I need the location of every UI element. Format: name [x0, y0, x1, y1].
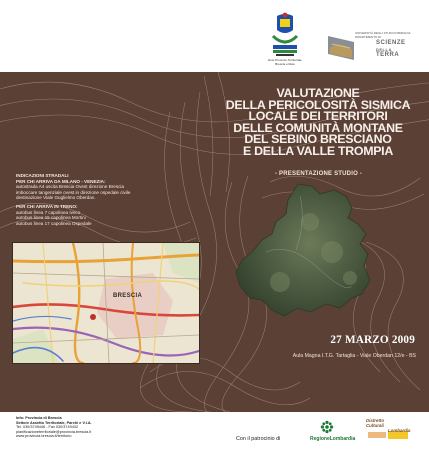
patronage-label: Con il patrocinio di [236, 436, 281, 442]
event-venue: Aula Magna I.T.G. Tartaglia - Viale Oberdan 12/e - BS [292, 353, 416, 359]
department-word-3: TERRA [376, 52, 400, 58]
title-line-5: DEL SEBINO BRESCIANO [244, 132, 392, 146]
university-department [376, 40, 406, 59]
train-line: autobus linea 15 capolinea Mortini [16, 215, 86, 221]
directions-block [16, 173, 226, 226]
street-map-drawing [13, 243, 199, 363]
car-line: imboccare tangenziale ovest in direzione ospedale civile [16, 189, 131, 195]
event-subtitle: - PRESENTAZIONE STUDIO - [274, 171, 363, 177]
contact-email[interactable]: pianificazioneterritoriale@provincia.brescia.it [16, 429, 92, 434]
city-label: BRESCIA [113, 293, 143, 299]
car-line: autostrada A4 uscita Brescia Ovest direzione Brescia [16, 184, 125, 190]
title-line-3: LOCALE DEI TERRITORI [248, 109, 388, 123]
contact-phone: Tel. 030/3749446 - Fax 030/3749432 [16, 425, 79, 430]
lombardia-region-label: RegioneLombardia [310, 436, 356, 442]
contact-info [16, 416, 186, 439]
distretti-word-1: Distretto [366, 418, 385, 423]
event-title [218, 88, 418, 157]
contact-website[interactable]: www.provincia.brescia.it/territorio [16, 434, 72, 439]
train-heading: PER CHI ARRIVA IN TRENO: [16, 203, 78, 209]
street-map [12, 242, 200, 364]
title-line-6: E DELLA VALLE TROMPIA [243, 143, 393, 158]
main-band [0, 72, 429, 412]
title-line-4: DELLE COMUNITÀ MONTANE [233, 120, 403, 135]
department-word-2: DELLA [376, 47, 392, 52]
train-line: autobus linea 17 capolinea Ospedale [16, 220, 92, 226]
header-band [0, 0, 429, 72]
university-line-1: UNIVERSITÀ DEGLI STUDI DI BRESCIA [355, 31, 411, 35]
lombardia-rose-icon [320, 420, 334, 434]
distretti-culturali-label [366, 418, 412, 433]
distretti-word-3: Lombardia [388, 428, 411, 433]
province-logo-caption [258, 58, 312, 66]
train-line: autobus linea 7 capolinea Iveco [16, 209, 81, 215]
directions-heading: INDICAZIONI STRADALI [16, 173, 69, 178]
title-line-2: DELLA PERICOLOSITÀ SISMICA [225, 97, 411, 112]
department-word-1: SCIENZE [376, 40, 406, 46]
event-date: 27 MARZO 2009 [330, 334, 415, 346]
university-text [355, 31, 415, 39]
province-crest-icon [268, 12, 302, 64]
footer-band [0, 412, 429, 450]
province-caption-line-1: Ente Province Territoriale [268, 58, 302, 62]
province-caption-line-2: Brescia e Rete [275, 62, 295, 66]
contact-dept: Settore Assetto Territoriale, Parchi e V.I.A. [16, 420, 92, 425]
distretti-word-2: Culturali [366, 423, 384, 428]
university-line-2: DIPARTIMENTO DI [355, 35, 382, 39]
title-line-1: VALUTAZIONE [276, 86, 360, 100]
venue-marker-icon [90, 314, 96, 320]
car-line: destinazione Viale Guglielmo Oberdan. [16, 195, 96, 201]
car-heading: PER CHI ARRIVA DA MILANO - VENEZIA: [16, 178, 106, 184]
contact-org: Info: Provincia di Brescia [16, 416, 62, 420]
